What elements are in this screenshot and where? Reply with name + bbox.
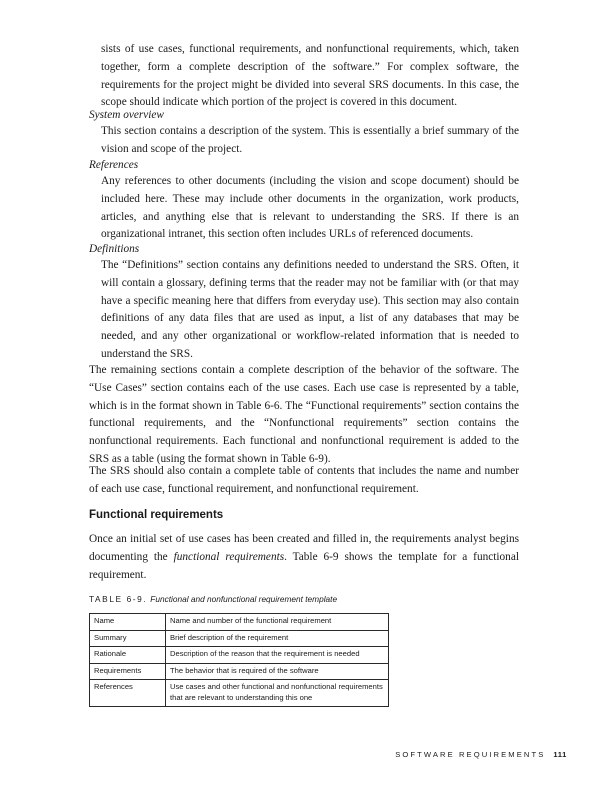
table-field-cell: Name <box>90 614 166 631</box>
definition-text-definitions: The “Definitions” section contains any definitions needed to understand the SRS. Often, it will contain a glossary, defining terms that the reader may not be familiar with (or that may have a specific meaning here that differs from everyday use). This section may also contain definitions of any data files that are used as input, a list of any databases that may be needed, and any other organizational or workflow-related information that is needed to understand the SRS. <box>101 259 519 360</box>
table-row <box>90 680 389 707</box>
requirement-template-table <box>89 613 389 707</box>
table-caption <box>89 594 337 604</box>
table-description-cell: The behavior that is required of the software <box>166 663 389 680</box>
definition-text-references: Any references to other documents (including the vision and scope document) should be included here. These may include other documents in the organization, work products, articles, and anything else that is relevant to understanding the SRS. If there is an organizational intranet, this section often includes URLs of referenced documents. <box>101 175 519 241</box>
table-description-cell: Name and number of the functional requirement <box>166 614 389 631</box>
page-footer <box>395 750 567 759</box>
table-description-cell: Use cases and other functional and nonfunctional requirements that are relevant to understanding this one <box>166 680 389 707</box>
table-row <box>90 647 389 664</box>
body-paragraph-table-of-contents: The SRS should also contain a complete table of contents that includes the name and number of each use case, functional requirement, and nonfunctional requirement. <box>89 465 519 495</box>
paragraph-text-end: . Table 6-9 shows the template for a functional requirement. <box>89 550 519 581</box>
section-heading-functional-requirements: Functional requirements <box>89 509 224 521</box>
definition-text-system-overview: This section contains a description of the system. This is essentially a brief summary of the vision and scope of the project. <box>101 125 519 155</box>
table-description-cell: Brief description of the requirement <box>166 630 389 647</box>
table-field-cell: Rationale <box>90 647 166 664</box>
table-row <box>90 663 389 680</box>
table-field-cell: Requirements <box>90 663 166 680</box>
page-number: 111 <box>553 750 567 759</box>
running-title: SOFTWARE REQUIREMENTS <box>395 750 546 759</box>
table-field-cell: References <box>90 680 166 707</box>
functional-requirements-paragraph <box>89 531 519 584</box>
definition-term-references: References <box>89 159 139 171</box>
table-caption-label: TABLE 6-9. <box>89 594 148 604</box>
body-paragraph-remaining-sections: The remaining sections contain a complete description of the behavior of the software. The “Use Cases” section contains each of the use cases. Each use case is represented by a table, which is in the format shown in Table 6-6. The “Functional requirements” section contains the functional requirements, and the “Nonfunctional requirements” section contains the nonfunctional requirements. Each functional and nonfunctional requirement is added to the SRS as a table (using the format shown in Table 6-9). <box>89 364 519 465</box>
table-row <box>90 630 389 647</box>
intro-continuation-paragraph: sists of use cases, functional requirements, and nonfunctional requirements, which, taken together, form a complete description of the software.” For complex software, the requirements for the project might be divided into several SRS documents. In this case, the scope should indicate which portion of the project is covered in this document. <box>101 43 519 109</box>
table-field-cell: Summary <box>90 630 166 647</box>
emphasized-term: functional requirements <box>173 550 285 563</box>
paragraph-text-start: Once an initial set of use cases has been created and filled in, the requirements analyst begins documenting the <box>89 533 519 563</box>
definition-term-definitions: Definitions <box>89 243 140 255</box>
table-row <box>90 614 389 631</box>
table-caption-title: Functional and nonfunctional requirement template <box>150 594 338 604</box>
table-description-cell: Description of the reason that the requirement is needed <box>166 647 389 664</box>
definition-term-system-overview: System overview <box>89 109 164 121</box>
